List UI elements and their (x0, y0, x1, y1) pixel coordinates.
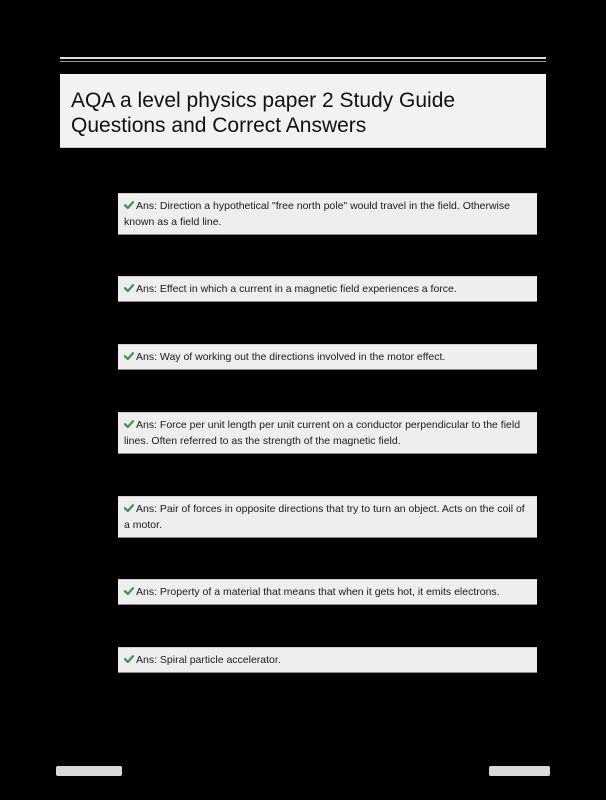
answer-text-2: Ans: Effect in which a current in a magnetic field experiences a force. (136, 283, 457, 295)
answer-box-6 (118, 579, 537, 605)
top-rule (60, 57, 546, 59)
footer-left-redacted (56, 766, 122, 776)
checkmark-icon (124, 586, 134, 596)
answer-box-5 (118, 496, 537, 538)
checkmark-icon (124, 503, 134, 513)
document-title-line-1: AQA a level physics paper 2 Study Guide (71, 89, 456, 112)
checkmark-icon (124, 283, 134, 293)
footer-right-redacted (489, 766, 550, 776)
checkmark-icon (124, 654, 134, 664)
answer-box-4 (118, 412, 537, 454)
top-rule-thin (60, 61, 546, 62)
answer-box-7 (118, 647, 537, 673)
document-title-box (60, 74, 546, 148)
answer-text-3: Ans: Way of working out the directions involved in the motor effect. (136, 351, 446, 363)
answer-text-5: Ans: Pair of forces in opposite directions that try to turn an object. Acts on the coil of a motor. (124, 503, 525, 531)
checkmark-icon (124, 351, 134, 361)
answer-text-7: Ans: Spiral particle accelerator. (136, 654, 281, 666)
answer-text-4: Ans: Force per unit length per unit current on a conductor perpendicular to the field lines. Often referred to as the strength of the magnetic field. (124, 419, 521, 447)
answer-box-2 (118, 276, 537, 302)
answer-box-1 (118, 193, 537, 235)
checkmark-icon (124, 419, 134, 429)
answer-text-6: Ans: Property of a material that means that when it gets hot, it emits electrons. (136, 586, 500, 598)
document-title-line-2: Questions and Correct Answers (71, 114, 367, 137)
checkmark-icon (124, 200, 134, 210)
answer-box-3 (118, 344, 537, 370)
answer-text-1: Ans: Direction a hypothetical "free north pole" would travel in the field. Otherwise known as a field line. (124, 200, 510, 228)
